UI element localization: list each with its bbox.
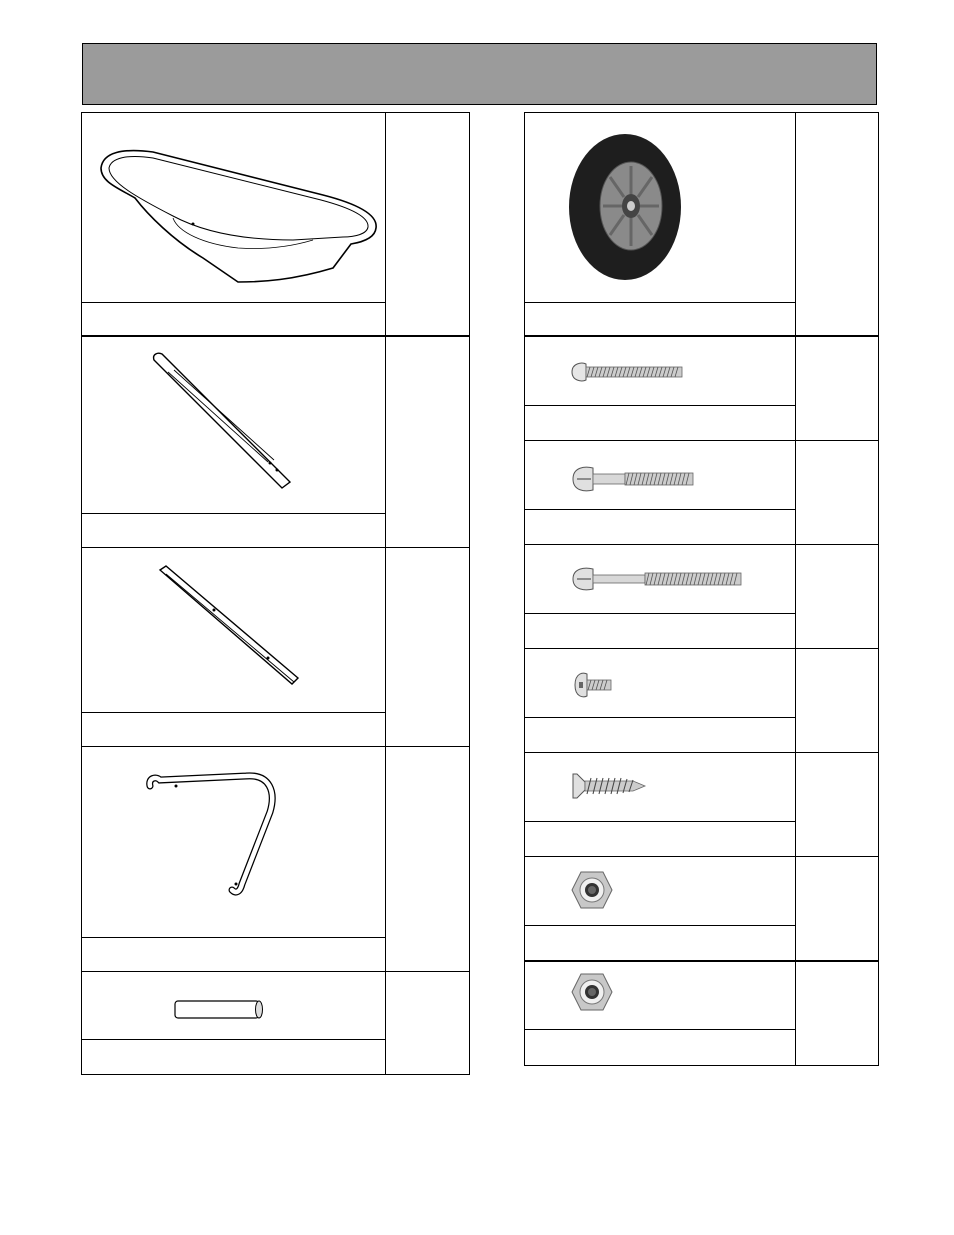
part-name: [82, 938, 385, 944]
part-name-cell-front-brace: [81, 513, 386, 548]
part-qty: [796, 649, 878, 655]
part-qty: [796, 753, 878, 759]
qty-cell-bolt-long: [795, 544, 879, 649]
part-name-cell-nut-a: [524, 925, 796, 961]
part-name: [525, 614, 795, 620]
qty-cell-screw-small: [795, 648, 879, 753]
stay-bracket-icon: [156, 562, 301, 688]
part-name: [525, 718, 795, 724]
spacer-tube-icon: [173, 999, 265, 1021]
part-name: [525, 822, 795, 828]
wheelbarrow-tray-icon: [93, 140, 378, 285]
part-qty: [796, 337, 878, 343]
part-name-cell-bolt-long: [524, 613, 796, 649]
part-name: [525, 303, 795, 309]
part-name-cell-bolt-short: [524, 405, 796, 441]
part-qty: [386, 548, 469, 554]
wood-screw-icon: [571, 772, 649, 800]
part-image-cell-screw-small: [524, 648, 796, 718]
part-name-cell-wood-screw: [524, 821, 796, 857]
qty-cell-wheel: [795, 112, 879, 336]
part-name-cell-bolt-medium: [524, 509, 796, 545]
leg-icon: [146, 772, 281, 900]
part-qty: [796, 113, 878, 119]
part-name: [525, 510, 795, 516]
part-name: [82, 514, 385, 520]
part-name: [525, 926, 795, 932]
carriage-bolt-icon: [571, 464, 697, 494]
part-qty: [796, 545, 878, 551]
part-name: [82, 1040, 385, 1046]
part-name-cell-leg: [81, 937, 386, 972]
part-qty: [796, 962, 878, 968]
part-name-cell-wheel: [524, 302, 796, 336]
machine-bolt-icon: [570, 360, 686, 384]
part-qty: [796, 441, 878, 447]
qty-cell-bolt-medium: [795, 440, 879, 545]
qty-cell-nut-a: [795, 856, 879, 961]
qty-cell-wood-screw: [795, 752, 879, 857]
qty-cell-leg: [385, 746, 470, 972]
part-name: [82, 713, 385, 719]
part-name: [525, 406, 795, 412]
qty-cell-nut-b: [795, 961, 879, 1066]
qty-cell-spacer: [385, 971, 470, 1075]
small-screw-icon: [573, 670, 615, 700]
part-image-cell-nut-a: [524, 856, 796, 926]
part-image-cell-wood-screw: [524, 752, 796, 822]
qty-cell-stay: [385, 547, 470, 747]
qty-cell-bolt-short: [795, 336, 879, 441]
part-name-cell-nut-b: [524, 1029, 796, 1066]
title-banner: [82, 43, 877, 105]
part-qty: [796, 857, 878, 863]
part-name: [82, 303, 385, 309]
wheel-icon: [565, 132, 685, 282]
qty-cell-front-brace: [385, 336, 470, 548]
qty-cell-tray: [385, 112, 470, 336]
part-qty: [386, 972, 469, 978]
part-name: [525, 1030, 795, 1036]
front-brace-icon: [150, 350, 295, 490]
part-image-cell-nut-b: [524, 961, 796, 1030]
part-name-cell-stay: [81, 712, 386, 747]
part-qty: [386, 337, 469, 343]
part-qty: [386, 113, 469, 119]
part-name-cell-spacer: [81, 1039, 386, 1075]
part-qty: [386, 747, 469, 753]
part-name-cell-tray: [81, 302, 386, 336]
lock-nut-icon: [570, 972, 614, 1012]
lock-nut-icon: [570, 870, 614, 910]
part-name-cell-screw-small: [524, 717, 796, 753]
long-bolt-icon: [571, 565, 745, 593]
